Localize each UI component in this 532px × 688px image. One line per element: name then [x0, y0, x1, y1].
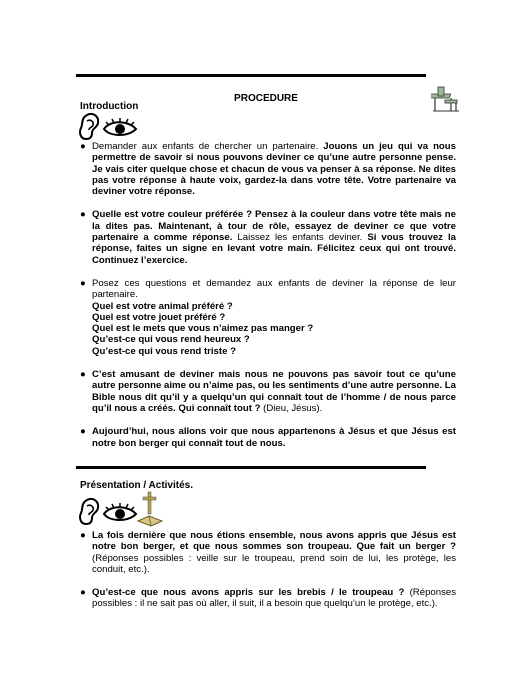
- bullet-icon: ●: [80, 369, 86, 381]
- list-item: ● Posez ces questions et demandez aux enfants de deviner la réponse de leur partenaire. Quel est votre animal préféré ? Quel est votre jouet préféré ? Quel est le mets que vous n’aimez pas manger ? Qu’est-ce qui vous rend heureux ? Qu’est-ce qui vous rend triste ?: [80, 277, 456, 357]
- ear-icon: [80, 114, 98, 139]
- question-line: Qu’est-ce qui vous rend triste ?: [92, 345, 236, 357]
- list-item: ● C’est amusant de deviner mais nous ne pouvons pas savoir tout ce qu’une autre personne aime ou n’aime pas, ou les sentiments d’une autre personne. La Bible nous dit qu’il y a quelqu’un qui connaît tout de l’homme / de nous parce qu’il nous a créés. Qui connaît tout ? (Dieu, Jésus).: [80, 369, 456, 414]
- eye-icon: [104, 118, 136, 135]
- list-item: ● Demander aux enfants de chercher un partenaire. Jouons un jeu qui va nous permettre de savoir si nous pouvons deviner ce qu’une autre personne pense. Je vais citer quelque chose et chacun de vous va penser à sa réponse. Ne dites pas votre réponse à haute voix, gardez-la dans votre tête. Votre partenaire va deviner votre réponse.: [80, 141, 456, 198]
- presentation-list: [80, 530, 456, 610]
- bullet-icon: ●: [80, 277, 86, 289]
- presentation-icons: [76, 491, 166, 532]
- question-line: Quel est votre jouet préféré ?: [92, 311, 226, 323]
- bullet-icon: ●: [80, 530, 86, 541]
- eye-icon: [104, 503, 136, 520]
- section-label-introduction: Introduction: [80, 101, 139, 112]
- list-item: ● La fois dernière que nous étions ensemble, nous avons appris que Jésus est notre bon berger, et que nous sommes son troupeau. Que fait un berger ? (Réponses possibles : veille sur le troupeau, prend soin de lui, les protège, les conduit, etc.).: [80, 530, 456, 575]
- question-line: Quel est votre animal préféré ?: [92, 300, 233, 312]
- list-item: ● Quelle est votre couleur préférée ? Pensez à la couleur dans votre tête mais ne la dites pas. Maintenant, à tour de rôle, essayez de deviner ce que votre partenaire a comme réponse. Laissez les enfants deviner. Si vous trouvez la réponse, faites un signe en levant votre main. Félicitez ceux qui ont trouvé. Continuez l’exercice.: [80, 209, 456, 266]
- bullet-icon: ●: [80, 141, 86, 152]
- list-item: ● Qu’est-ce que nous avons appris sur les brebis / le troupeau ? (Réponses possibles : il ne sait pas où aller, il suit, il a besoin que quelqu’un le protège, etc.).: [80, 587, 457, 610]
- question-line: Quel est le mets que vous n’aimez pas manger ?: [92, 323, 314, 335]
- question-line: Qu’est-ce qui vous rend heureux ?: [92, 334, 250, 346]
- school-desk-icon: [431, 85, 461, 113]
- list-item: ● Aujourd’hui, nous allons voir que nous appartenons à Jésus et que Jésus est notre bon berger qui connaît tout de nous.: [80, 426, 456, 449]
- bible-cross-icon: [138, 492, 162, 526]
- ear-icon: [80, 499, 98, 524]
- bullet-icon: ●: [80, 587, 86, 599]
- page-title: PROCEDURE: [234, 93, 298, 104]
- section-label-presentation: Présentation / Activités.: [80, 480, 193, 491]
- section-rule: [76, 466, 426, 469]
- top-rule: [76, 74, 426, 77]
- introduction-list: [80, 141, 456, 449]
- bullet-icon: ●: [80, 209, 86, 221]
- bullet-icon: ●: [80, 426, 86, 438]
